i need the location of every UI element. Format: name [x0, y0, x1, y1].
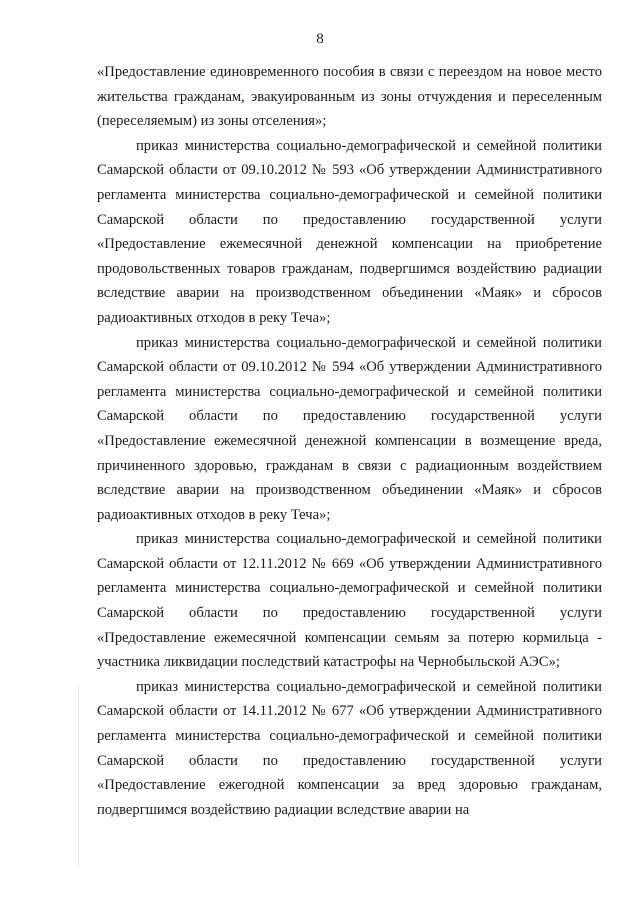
paragraph-order-677: приказ министерства социально-демографической и семейной политики Самарской области от 14.11.2012 № 677 «Об утверждении Административного регламента министерства социально-демографической и семейной политики Самарской области по предоставлению государственной услуги «Предоставление ежегодной компенсации за вред здоровью гражданам, подвергшимся воздействию радиации вследствие аварии на — [97, 678, 602, 818]
paragraph-order-594: приказ министерства социально-демографической и семейной политики Самарской области от 09.10.2012 № 594 «Об утверждении Административного регламента министерства социально-демографической и семейной политики Самарской области по предоставлению государственной услуги «Предоставление ежемесячной денежной компенсации в возмещение вреда, причиненного здоровью, гражданам в связи с радиационным воздействием вследствие аварии на производственном объединении «Маяк» и сбросов радиоактивных отходов в реку Теча»; — [97, 334, 602, 523]
paragraph-continuation: «Предоставление единовременного пособия в связи с переездом на новое место жительства гражданам, эвакуированным из зоны отчуждения и переселенным (переселяемым) из зоны отселения»; — [97, 64, 602, 130]
paragraph-order-669: приказ министерства социально-демографической и семейной политики Самарской области от 12.11.2012 № 669 «Об утверждении Административного регламента министерства социально-демографической и семейной политики Самарской области по предоставлению государственной услуги «Предоставление ежемесячной компенсации семьям за потерю кормильца - участника ликвидации последствий катастрофы на Чернобыльской АЭС»; — [97, 531, 602, 671]
scan-margin-line — [78, 686, 79, 866]
paragraph-order-593: приказ министерства социально-демографической и семейной политики Самарской области от 09.10.2012 № 593 «Об утверждении Административного регламента министерства социально-демографической и семейной политики Самарской области по предоставлению государственной услуги «Предоставление ежемесячной денежной компенсации на приобретение продовольственных товаров гражданам, подвергшимся воздействию радиации вследствие аварии на производственном объединении «Маяк» и сбросов радиоактивных отходов в реку Теча»; — [97, 137, 602, 326]
document-body — [97, 60, 602, 822]
page-number: 8 — [316, 31, 324, 47]
